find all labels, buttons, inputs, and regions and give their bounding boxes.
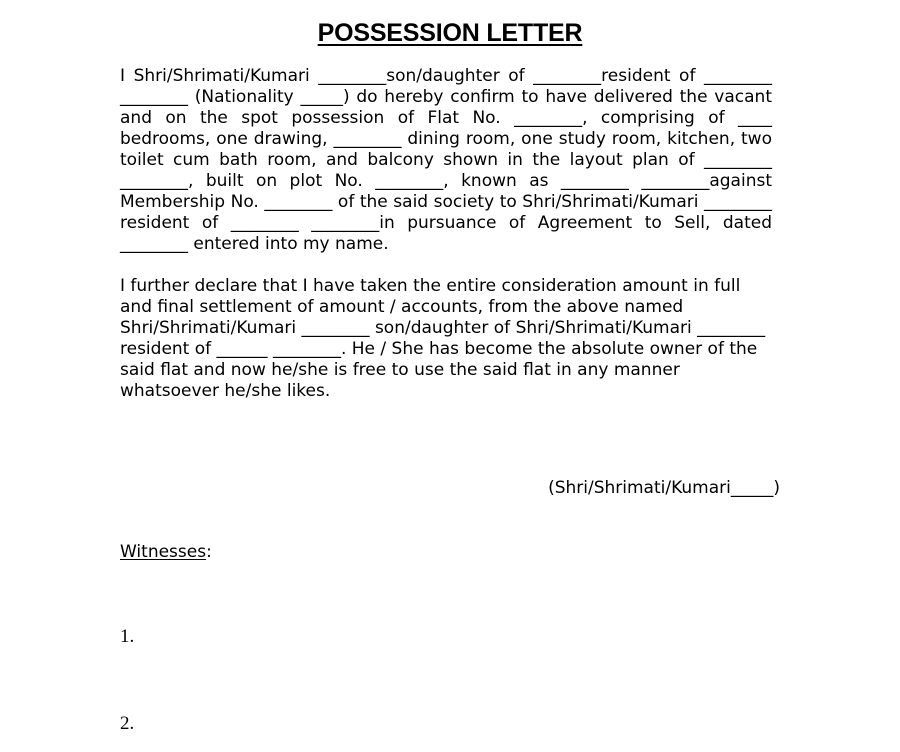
document-body [120, 66, 772, 402]
witnesses-heading [120, 542, 212, 563]
witness-item-2: 2. [120, 713, 135, 734]
witnesses-colon: : [206, 542, 212, 562]
witnesses-label: Witnesses [120, 542, 207, 562]
signature-line: (Shri/Shrimati/Kumari_____) [548, 478, 780, 498]
page-title: POSSESSION LETTER [317, 19, 583, 47]
witness-item-1: 1. [120, 626, 135, 647]
signature-block [112, 478, 780, 499]
paragraph-further-declaration: I further declare that I have taken the entire consideration amount in full and final settlement of amount / accounts, from the above named Shri/Shrimati/Kumari ________ son/daughter of Shri/Shrimati/Kumari ________ resident of ______ ________. He / She has become the absolute owner of the said flat and now he/she is free to use the said flat in any manner whatsoever he/she likes. [120, 276, 766, 401]
paragraph-declaration: I Shri/Shrimati/Kumari ________son/daughter of ________resident of ________ ________ (Nationality _____) do hereby confirm to have delivered the vacant and on the spot possession of Flat No. ________, comprising of ____ bedrooms, one drawing, ________ dining room, one study room, kitchen, two toilet cum bath room, and balcony shown in the layout plan of ________ ________, built on plot No. ________, known as ________ ________against Membership No. ________ of the said society to Shri/Shrimati/Kumari ________ resident of ________ ________in pursuance of Agreement to Sell, dated ________ entered into my name. [120, 66, 772, 254]
